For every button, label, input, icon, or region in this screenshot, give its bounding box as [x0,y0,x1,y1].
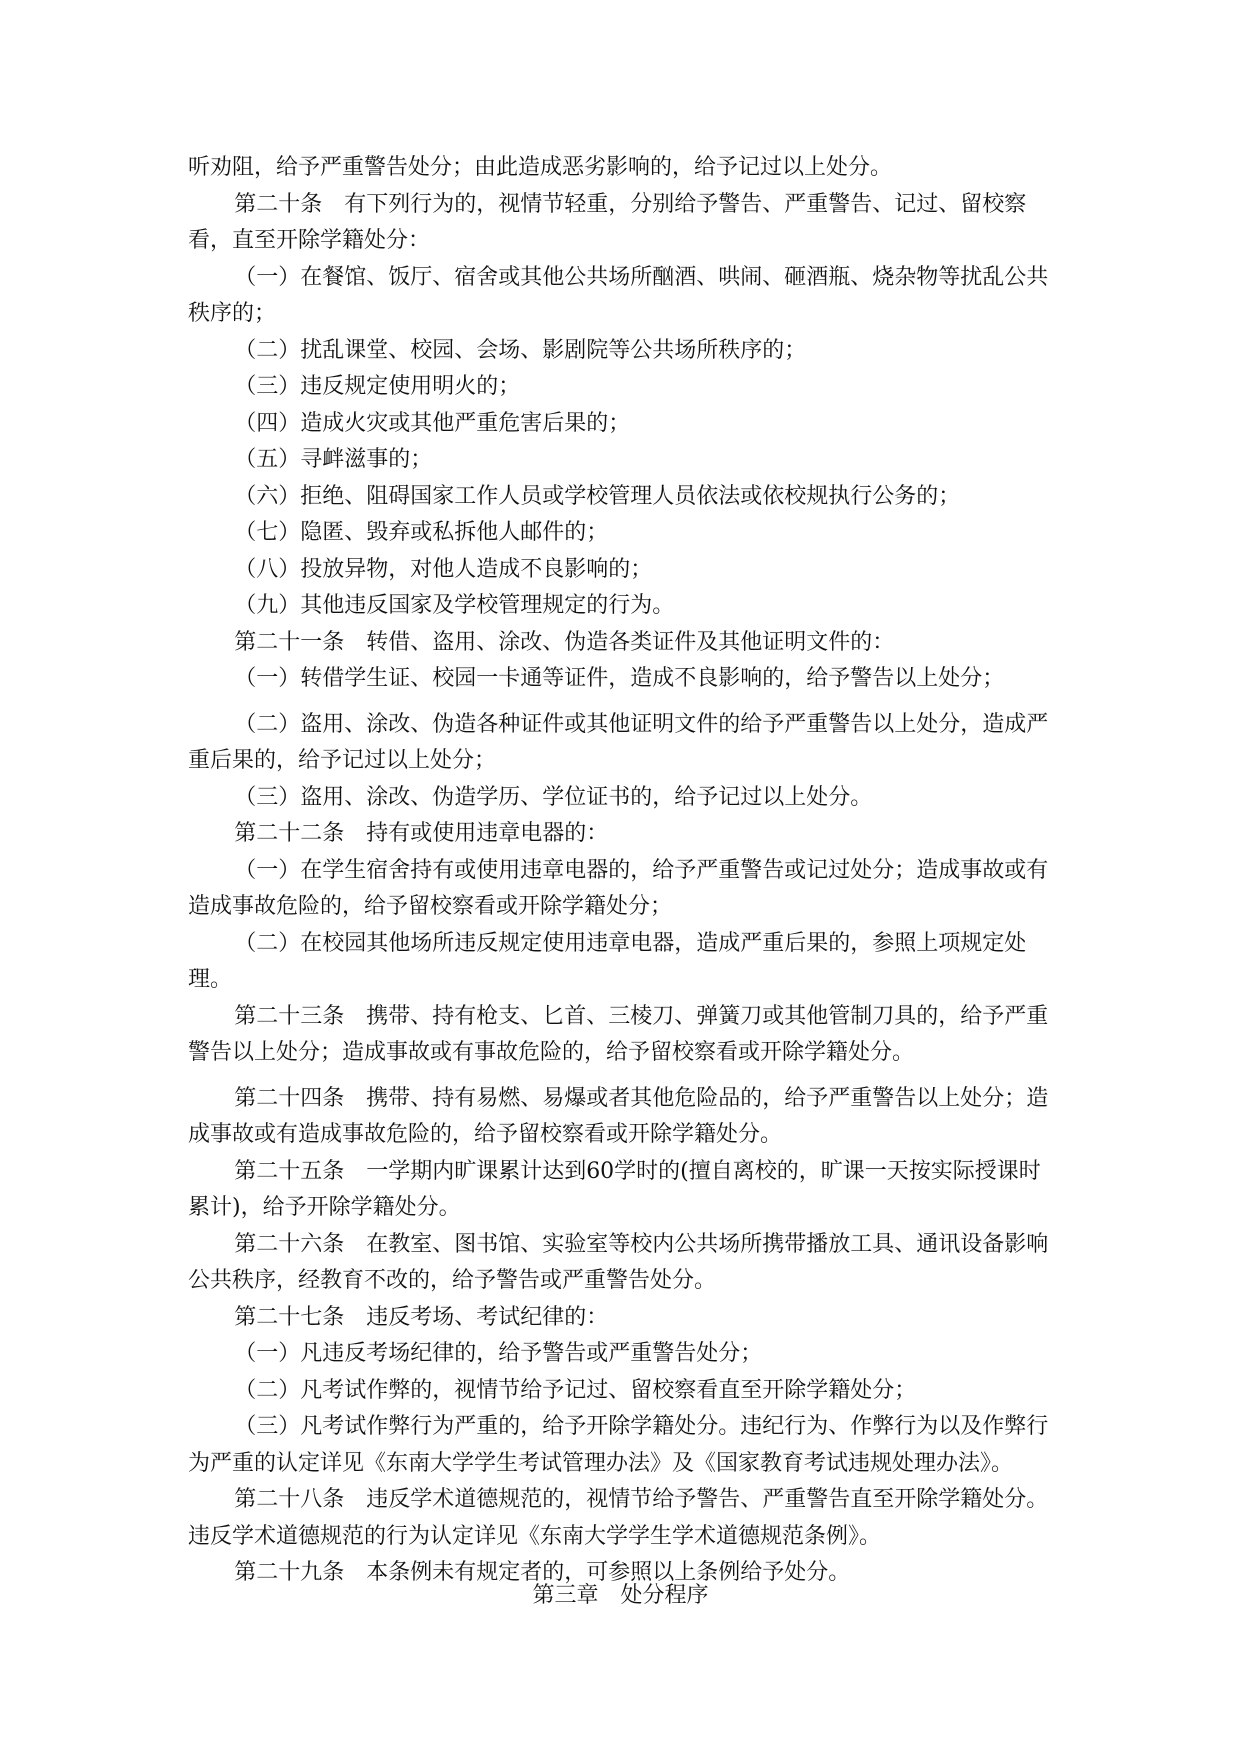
paragraph: （二）在校园其他场所违反规定使用违章电器，造成严重后果的，参照上项规定处理。 [188,930,1027,992]
paragraph: （三）盗用、涂改、伪造学历、学位证书的，给予记过以上处分。 [234,784,873,810]
chapter-heading: 第三章 处分程序 [532,1583,709,1608]
paragraph: （六）拒绝、阻碍国家工作人员或学校管理人员依法或依校规执行公务的； [234,483,961,509]
paragraph: 第二十条 有下列行为的，视情节轻重，分别给予警告、严重警告、记过、留校察看，直至开除学籍处分： [188,191,1027,253]
paragraph: 第二十八条 违反学术道德规范的，视情节给予警告、严重警告直至开除学籍处分。违反学术道德规范的行为认定详见《东南大学学生学术道德规范条例》。 [188,1487,1049,1549]
paragraph: （七）隐匿、毁弃或私拆他人邮件的； [234,520,609,545]
paragraph: 听劝阻，给予严重警告处分；由此造成恶劣影响的，给予记过以上处分。 [188,155,893,180]
paragraph: （四）造成火灾或其他严重危害后果的； [234,410,631,436]
paragraph: 第二十四条 携带、持有易燃、易爆或者其他危险品的，给予严重警告以上处分；造成事故或有造成事故危险的，给予留校察看或开除学籍处分。 [188,1085,1049,1147]
paragraph: 第二十六条 在教室、图书馆、实验室等校内公共场所携带播放工具、通讯设备影响公共秩序，经教育不改的，给予警告或严重警告处分。 [188,1231,1049,1293]
paragraph: 第二十一条 转借、盗用、涂改、伪造各类证件及其他证明文件的： [234,629,895,655]
paragraph: 第二十三条 携带、持有枪支、匕首、三棱刀、弹簧刀或其他管制刀具的，给予严重警告以上处分；造成事故或有事故危险的，给予留校察看或开除学籍处分。 [188,1003,1049,1065]
paragraph: （二）扰乱课堂、校园、会场、影剧院等公共场所秩序的； [234,337,807,363]
document-body [188,150,1058,1592]
paragraph: 第二十五条 一学期内旷课累计达到60学时的(擅自离校的，旷课一天按实际授课时累计)，给予开除学籍处分。 [188,1158,1041,1220]
paragraph: 第二十九条 本条例未有规定者的，可参照以上条例给予处分。 [234,1560,851,1585]
paragraph: （二）凡考试作弊的，视情节给予记过、留校察看直至开除学籍处分； [234,1377,917,1403]
paragraph: （三）违反规定使用明火的； [234,374,521,399]
paragraph: （二）盗用、涂改、伪造各种证件或其他证明文件的给予严重警告以上处分，造成严重后果的，给予记过以上处分； [188,711,1049,773]
paragraph: （三）凡考试作弊行为严重的，给予开除学籍处分。违纪行为、作弊行为以及作弊行为严重的认定详见《东南大学学生考试管理办法》及《国家教育考试违规处理办法》。 [188,1414,1049,1476]
paragraph: 第二十七条 违反考场、考试纪律的： [234,1304,609,1330]
paragraph: （九）其他违反国家及学校管理规定的行为。 [234,593,675,618]
paragraph: （八）投放异物，对他人造成不良影响的； [234,556,653,582]
paragraph: （一）在餐馆、饭厅、宿舍或其他公共场所酗酒、哄闹、砸酒瓶、烧杂物等扰乱公共秩序的； [188,264,1049,326]
paragraph: （一）凡违反考场纪律的，给予警告或严重警告处分； [234,1341,763,1366]
paragraph: （一）转借学生证、校园一卡通等证件，造成不良影响的，给予警告以上处分； [234,666,1005,691]
paragraph: 第二十二条 持有或使用违章电器的： [234,821,609,846]
paragraph: （五）寻衅滋事的； [234,447,433,472]
paragraph: （一）在学生宿舍持有或使用违章电器的，给予严重警告或记过处分；造成事故或有造成事故危险的，给予留校察看或开除学籍处分； [188,857,1049,919]
